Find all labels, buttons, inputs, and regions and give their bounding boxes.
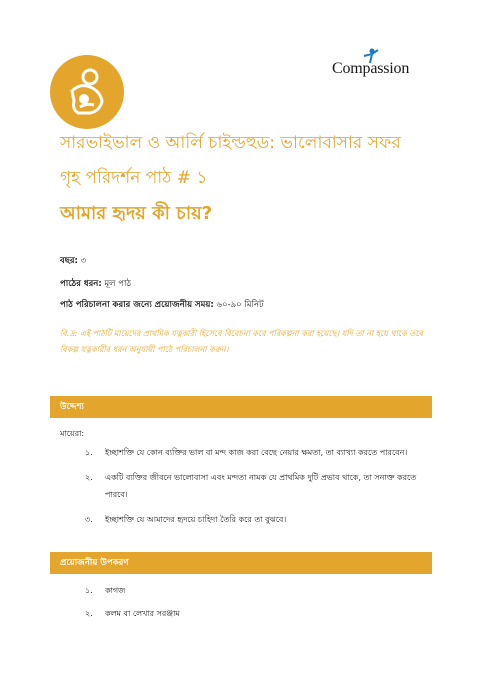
objectives-intro: মায়েরা: [60, 429, 85, 438]
materials-list [85, 582, 180, 628]
meta-year-value: ৩ [80, 256, 87, 266]
logo-badge [50, 55, 124, 129]
materials-heading: প্রয়োজনীয় উপকরণ [50, 552, 432, 574]
brand-name: Compassion [332, 60, 410, 77]
meta-type [60, 277, 131, 291]
objectives-list [85, 444, 425, 536]
meta-type-label: পাঠের ধরন: [60, 279, 102, 289]
list-item [85, 444, 425, 461]
meta-time-label: পাঠ পরিচালনা করার জন্যে প্রয়োজনীয় সময়: [60, 300, 214, 310]
note-text: বি.দ্র: এই পাঠটি মায়েদের প্রাথমিক যত্নকারী হিসেবে বিবেচনা করে পরিকল্পনা করা হয়েছে। যদি তা না হয়ে থাকে তবে বিকল্প যত্নকারীর ধরন অনুযায়ী পাঠে পরিচালনা করুন। [60, 329, 424, 354]
lesson-title: আমার হৃদয় কী চায়? [60, 203, 213, 224]
child-in-circle-icon [50, 55, 124, 129]
list-item-text: ইচ্ছাশক্তি যে কোন ব্যক্তির ভাল বা মন্দ কাজ করা বেছে নেয়ার ক্ষমতা, তা ব্যাখ্যা করতে পারবেন। [105, 448, 408, 457]
lesson-number: গৃহ পরিদর্শন পাঠ # ১ [60, 168, 208, 188]
objectives-heading: উদ্দেশ্য [50, 396, 432, 418]
list-item-number: ১. [85, 586, 93, 595]
list-item-number: ২. [85, 473, 93, 482]
list-item-text: কাগজ [105, 586, 126, 595]
list-item-text: ইচ্ছাশক্তি যে আমাদের হৃদয়ে চাহিদা তৈরি করে তা বুঝবে। [105, 515, 287, 524]
list-item-text: একটি ব্যক্তির জীবনে ভালোবাসা এবং মন্দতা নামক যে প্রাথমিক দুটি প্রভাব থাকে, তা সনাক্ত করতে পারবে। [105, 473, 417, 499]
list-item [85, 605, 180, 622]
list-item-text: কলম বা লেখার সরঞ্জাম [105, 609, 180, 618]
meta-time-value: ৬০-৯০ মিনিট [216, 300, 264, 310]
meta-year [60, 254, 86, 268]
list-item-number: ২. [85, 609, 93, 618]
list-item [85, 469, 425, 503]
list-item [85, 582, 180, 599]
list-item [85, 511, 425, 528]
meta-time [60, 298, 264, 312]
meta-year-label: বছর: [60, 256, 78, 266]
compassion-logo [332, 48, 442, 82]
meta-type-value: মূল পাঠ [104, 279, 131, 289]
program-title: সারভাইভাল ও আর্লি চাইল্ডহুড: ভালোবাসার সফর [60, 133, 401, 153]
list-item-number: ১. [85, 448, 93, 457]
list-item-number: ৩. [85, 515, 93, 524]
